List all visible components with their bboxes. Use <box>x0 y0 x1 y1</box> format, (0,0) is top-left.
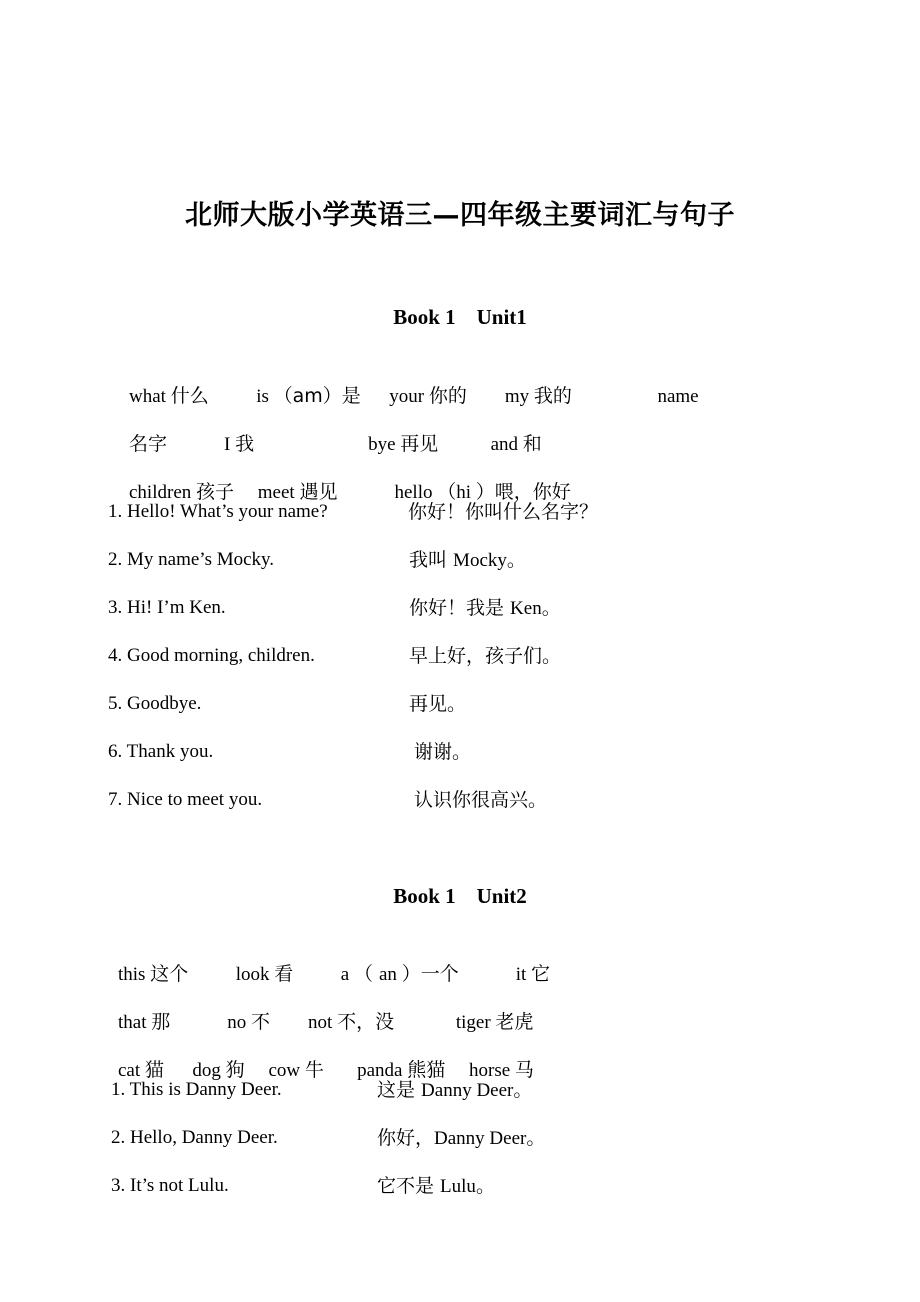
vocab-zh: 不 <box>251 1011 271 1033</box>
sentence-number: 1. <box>108 501 123 522</box>
vocab-en: your <box>360 386 429 407</box>
vocab-zh: 遇见 <box>299 481 338 503</box>
sentence-english <box>111 1075 282 1105</box>
vocab-en: cow <box>244 1060 305 1081</box>
vocab-en: my <box>466 386 534 407</box>
vocab-zh: 名字 <box>129 433 168 455</box>
vocab-en: this <box>118 964 151 985</box>
sentence-number: 1. <box>111 1079 126 1100</box>
vocab-en: hello <box>337 482 438 503</box>
vocab-en: it <box>458 964 532 985</box>
sentence-chinese: 你好！我是 Ken。 <box>409 597 561 619</box>
vocab-zh: 孩子 <box>196 481 235 503</box>
sentence-english <box>108 737 213 767</box>
vocab-en: not <box>270 1012 338 1033</box>
vocab-zh: 老虎 <box>495 1011 534 1033</box>
sentence-row <box>108 737 808 767</box>
sentence-chinese: 谢谢。 <box>414 741 472 763</box>
sentence-chinese: 再见。 <box>409 693 467 715</box>
sentence-row <box>108 545 808 575</box>
sentence-number: 5. <box>108 693 123 714</box>
vocab-en: an <box>379 964 402 985</box>
sentence-english-text: Hello, Danny Deer. <box>130 1127 278 1148</box>
vocab-zh: （ <box>353 963 379 985</box>
page-title: 北师大版小学英语三—四年级主要词汇与句子 <box>185 200 735 231</box>
vocab-zh: 那 <box>151 1011 171 1033</box>
sentence-english-text: Goodbye. <box>127 693 202 714</box>
sentence-english-text: Nice to meet you. <box>127 789 263 810</box>
sentence-number: 4. <box>108 645 123 666</box>
sentence-row <box>108 593 808 623</box>
sentence-english-text: My name’s Mocky. <box>127 549 275 570</box>
sentence-english <box>111 1123 278 1153</box>
sentence-chinese: 你好！你叫什么名字？ <box>408 501 599 523</box>
sentence-chinese: 它不是 Lulu。 <box>377 1175 495 1197</box>
vocab-zh: （ <box>437 481 457 503</box>
sentence-english <box>111 1171 229 1201</box>
vocab-zh: （am）是 <box>273 385 361 407</box>
sentence-chinese: 早上好，孩子们。 <box>409 645 562 667</box>
vocab-zh: 你的 <box>428 385 467 407</box>
vocab-zh: 马 <box>514 1059 534 1081</box>
sentence-chinese: 我叫 Mocky。 <box>409 549 526 571</box>
vocab-zh: 我 <box>235 433 255 455</box>
vocab-en: a <box>293 964 354 985</box>
sentence-english <box>108 785 262 815</box>
sentence-row <box>111 1123 811 1153</box>
sentence-chinese: 认识你很高兴。 <box>414 789 548 811</box>
vocab-zh: ）喂，你好 <box>475 481 571 503</box>
vocab-en: meet <box>234 482 300 503</box>
vocab-zh: 熊猫 <box>407 1059 446 1081</box>
vocab-zh: 猫 <box>144 1059 164 1081</box>
vocab-zh: 它 <box>531 963 551 985</box>
vocab-zh: 和 <box>522 433 542 455</box>
vocab-en: name <box>571 386 699 407</box>
vocab-en: bye <box>254 434 401 455</box>
sentence-row <box>111 1075 811 1105</box>
sentence-english-text: It’s not Lulu. <box>130 1175 229 1196</box>
vocab-zh: 再见 <box>400 433 439 455</box>
vocab-zh: 不，没 <box>337 1011 395 1033</box>
sentence-number: 6. <box>108 741 123 762</box>
vocab-zh: 我的 <box>533 385 572 407</box>
vocab-en: cat <box>118 1060 145 1081</box>
vocab-en: I <box>167 434 236 455</box>
vocab-en: panda <box>323 1060 408 1081</box>
vocab-zh: 牛 <box>304 1059 324 1081</box>
sentence-row <box>108 689 808 719</box>
sentence-english <box>108 545 274 575</box>
vocab-en: and <box>438 434 523 455</box>
section-header-unit1: Book 1 Unit1 <box>393 305 527 329</box>
sentence-english <box>108 689 201 719</box>
vocab-en: hi <box>456 482 476 503</box>
vocab-en: no <box>170 1012 252 1033</box>
vocab-en: dog <box>163 1060 226 1081</box>
vocab-en: look <box>188 964 275 985</box>
section-header-unit2: Book 1 Unit2 <box>393 884 527 908</box>
sentence-chinese: 你好，Danny Deer。 <box>377 1127 546 1149</box>
vocab-en: horse <box>445 1060 515 1081</box>
vocab-zh: 狗 <box>225 1059 245 1081</box>
vocab-zh: 这个 <box>150 963 189 985</box>
vocab-en: is <box>208 386 274 407</box>
sentence-english-text: Hi! I’m Ken. <box>127 597 226 618</box>
sentence-english-text: Hello! What’s your name? <box>127 501 328 522</box>
sentence-row <box>108 641 808 671</box>
sentence-row <box>111 1171 811 1201</box>
vocab-en: that <box>118 1012 152 1033</box>
sentence-english-text: This is Danny Deer. <box>129 1079 282 1100</box>
sentence-english <box>108 641 315 671</box>
vocab-en: what <box>129 386 171 407</box>
sentence-english-text: Good morning, children. <box>127 645 315 666</box>
sentence-number: 3. <box>111 1175 126 1196</box>
sentence-english-text: Thank you. <box>126 741 214 762</box>
vocab-zh: 看 <box>274 963 294 985</box>
sentence-number: 2. <box>111 1127 126 1148</box>
vocab-en: children <box>129 482 197 503</box>
vocab-en: tiger <box>394 1012 496 1033</box>
sentence-english <box>108 593 226 623</box>
vocab-zh: ）一个 <box>401 963 459 985</box>
sentence-number: 2. <box>108 549 123 570</box>
vocab-zh: 什么 <box>170 385 209 407</box>
sentence-chinese: 这是 Danny Deer。 <box>377 1079 533 1101</box>
sentence-number: 7. <box>108 789 123 810</box>
sentence-number: 3. <box>108 597 123 618</box>
sentence-row <box>108 785 808 815</box>
sentence-english <box>108 497 328 527</box>
sentence-row <box>108 497 808 527</box>
